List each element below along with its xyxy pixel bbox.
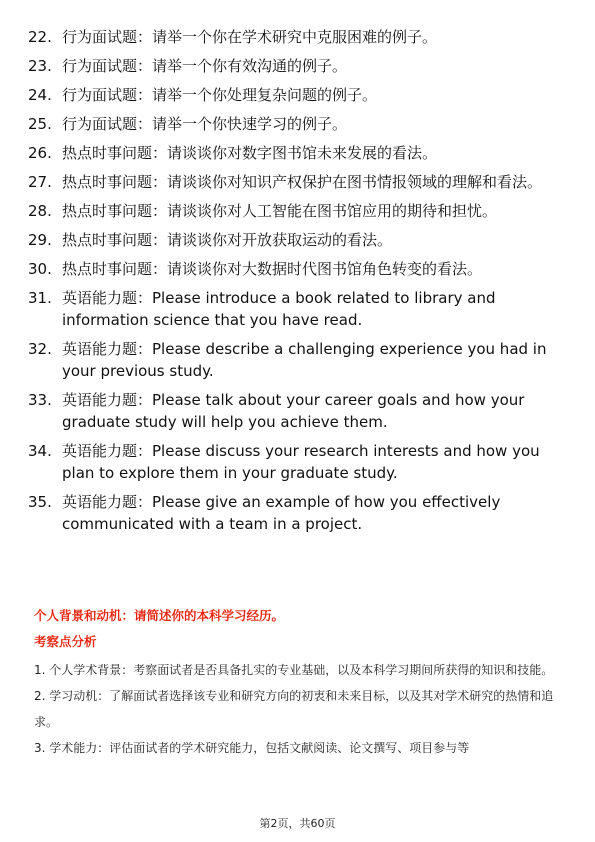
question-text: 英语能力题：Please discuss your research interests and how you plan to explore them in your graduate study. bbox=[62, 442, 540, 482]
question-number: 29. bbox=[28, 231, 52, 249]
question-text: 热点时事问题：请谈谈你对大数据时代图书馆角色转变的看法。 bbox=[62, 260, 483, 278]
question-item bbox=[28, 113, 568, 135]
question-number: 26. bbox=[28, 144, 52, 162]
question-item bbox=[28, 258, 568, 280]
analysis-point: 3. 学术能力：评估面试者的学术研究能力，包括文献阅读、论文撰写、项目参与等 bbox=[34, 741, 470, 755]
question-text: 英语能力题：Please describe a challenging experience you had in your previous study. bbox=[62, 340, 547, 380]
question-item bbox=[28, 229, 568, 251]
section-subtitle: 考察点分析 bbox=[34, 634, 97, 649]
question-item bbox=[28, 171, 568, 193]
question-item bbox=[28, 142, 568, 164]
question-number: 22. bbox=[28, 28, 52, 46]
question-item bbox=[28, 389, 568, 433]
page-footer: 第2页，共60页 bbox=[259, 817, 336, 830]
section-title: 个人背景和动机：请简述你的本科学习经历。 bbox=[34, 608, 285, 623]
question-text: 行为面试题：请举一个你在学术研究中克服困难的例子。 bbox=[62, 28, 438, 46]
question-number: 30. bbox=[28, 260, 52, 278]
question-list bbox=[28, 26, 568, 542]
question-number: 27. bbox=[28, 173, 52, 191]
question-number: 33. bbox=[28, 391, 52, 409]
question-text: 热点时事问题：请谈谈你对知识产权保护在图书情报领域的理解和看法。 bbox=[62, 173, 543, 191]
question-number: 34. bbox=[28, 442, 52, 460]
question-text: 行为面试题：请举一个你有效沟通的例子。 bbox=[62, 57, 348, 75]
question-item bbox=[28, 84, 568, 106]
question-text: 热点时事问题：请谈谈你对开放获取运动的看法。 bbox=[62, 231, 393, 249]
question-number: 25. bbox=[28, 115, 52, 133]
question-item bbox=[28, 200, 568, 222]
question-number: 23. bbox=[28, 57, 52, 75]
analysis-point: 1. 个人学术背景：考察面试者是否具备扎实的专业基础，以及本科学习期间所获得的知识和技能。 bbox=[34, 663, 554, 677]
question-item bbox=[28, 491, 568, 535]
question-number: 24. bbox=[28, 86, 52, 104]
question-item bbox=[28, 287, 568, 331]
question-number: 31. bbox=[28, 289, 52, 307]
question-text: 英语能力题：Please introduce a book related to library and information science that you have read. bbox=[62, 289, 496, 329]
question-item bbox=[28, 26, 568, 48]
question-text: 英语能力题：Please give an example of how you effectively communicated with a team in a project. bbox=[62, 493, 501, 533]
analysis-section bbox=[34, 606, 564, 761]
question-text: 英语能力题：Please talk about your career goals and how your graduate study will help you achieve them. bbox=[62, 391, 525, 431]
question-item bbox=[28, 55, 568, 77]
question-number: 35. bbox=[28, 493, 52, 511]
question-number: 32. bbox=[28, 340, 52, 358]
analysis-point: 2. 学习动机：了解面试者选择该专业和研究方向的初衷和未来目标，以及其对学术研究的热情和追求。 bbox=[34, 689, 554, 729]
question-text: 行为面试题：请举一个你处理复杂问题的例子。 bbox=[62, 86, 378, 104]
question-text: 行为面试题：请举一个你快速学习的例子。 bbox=[62, 115, 348, 133]
question-item bbox=[28, 440, 568, 484]
question-item bbox=[28, 338, 568, 382]
question-number: 28. bbox=[28, 202, 52, 220]
question-text: 热点时事问题：请谈谈你对人工智能在图书馆应用的期待和担忧。 bbox=[62, 202, 498, 220]
question-text: 热点时事问题：请谈谈你对数字图书馆未来发展的看法。 bbox=[62, 144, 438, 162]
